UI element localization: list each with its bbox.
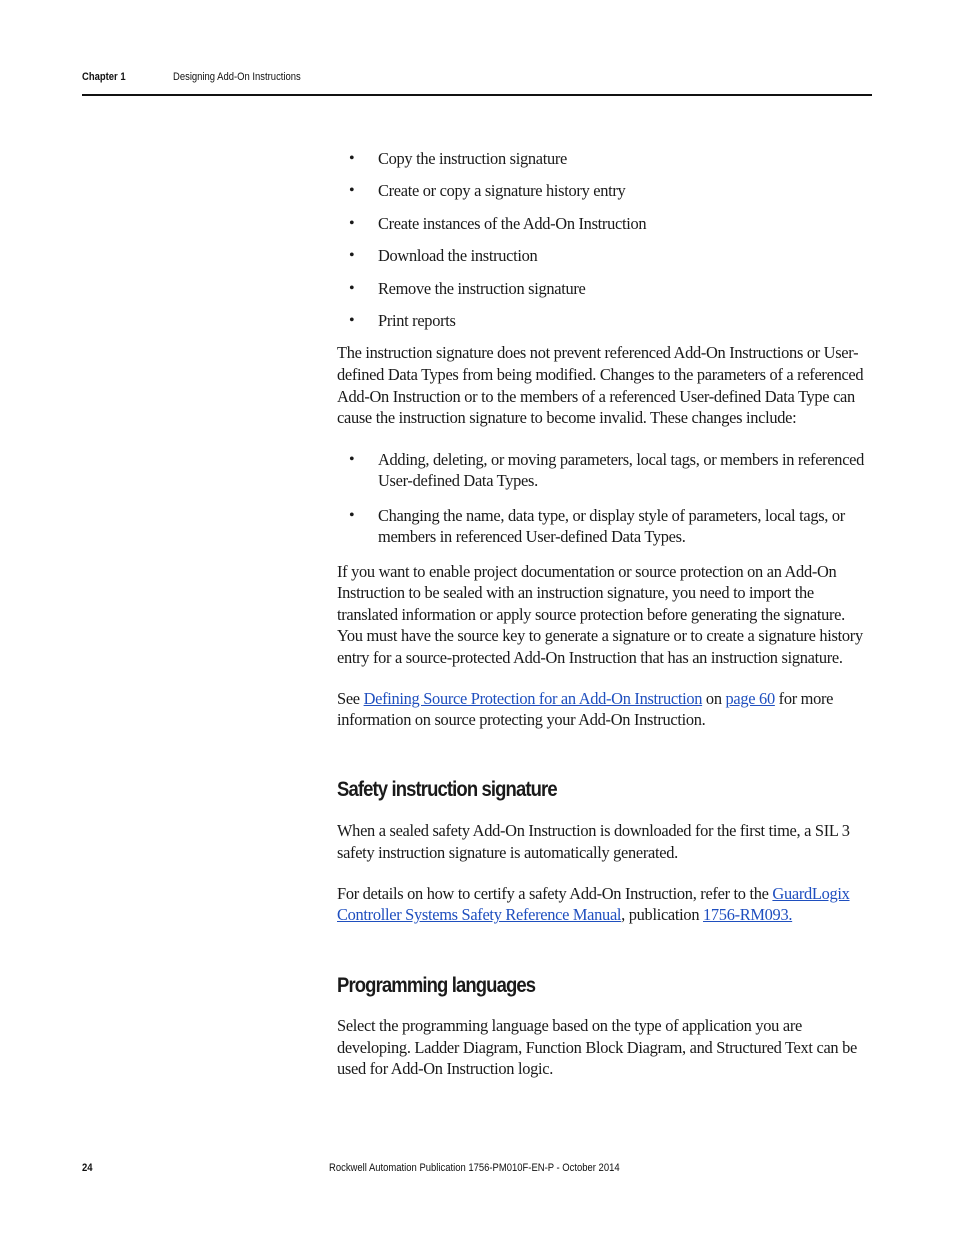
section-heading-safety: Safety instruction signature [337, 777, 557, 801]
list-item: • Remove the instruction signature [337, 278, 872, 300]
paragraph: Select the programming language based on the type of application you are developing. Ladder Diagram, Function Block Diagram, and Structured Text can be used for Add-On Instruction logic. [337, 1016, 857, 1079]
list-item: • Changing the name, data type, or display style of parameters, local tags, or members in referenced User-defined Data Types. [337, 505, 872, 548]
section-heading-programming-languages: Programming languages [337, 974, 536, 998]
list-item: • Create or copy a signature history entry [337, 180, 872, 202]
text-on: on [702, 688, 726, 708]
changes-list [337, 449, 872, 548]
paragraph: When a sealed safety Add-On Instruction is downloaded for the first time, a SIL 3 safety instruction signature is automatically generated. [337, 820, 850, 863]
header-divider [82, 94, 872, 96]
page-body [337, 148, 872, 1080]
signature-actions-list [337, 148, 872, 332]
chapter-label: Chapter 1 [82, 71, 126, 83]
list-item: • Download the instruction [337, 245, 872, 267]
chapter-title: Designing Add-On Instructions [173, 71, 301, 83]
page-number: 24 [82, 1162, 93, 1174]
paragraph [337, 883, 872, 926]
paragraph [337, 688, 872, 731]
list-item: • Print reports [337, 310, 872, 332]
link-page-60[interactable]: page 60 [725, 688, 775, 708]
text: For details on how to certify a safety Add-On Instruction, refer to the [337, 883, 773, 903]
paragraph: If you want to enable project documentation or source protection on an Add-On Instruction to be sealed with an instruction signature, you need to import the translated information or apply source protection before generating the signature. You must have the source key to generate a signature or to create a signature history entry for a source-protected Add-On Instruction that has an instruction signature. [337, 561, 863, 668]
list-item: • Copy the instruction signature [337, 148, 872, 170]
publication-info: Rockwell Automation Publication 1756-PM010F-EN-P - October 2014 [329, 1162, 620, 1174]
link-defining-source-protection[interactable]: Defining Source Protection for an Add-On Instruction [363, 688, 703, 708]
paragraph: The instruction signature does not prevent referenced Add-On Instructions or User-defined Data Types from being modified. Changes to the parameters of a referenced Add-On Instruction or to the members of a referenced User-defined Data Type can cause the instruction signature to become invalid. These changes include: [337, 343, 864, 428]
link-guardlogix-manual[interactable]: GuardLogix Controller Systems Safety Reference Manual [337, 883, 850, 925]
link-1756-rm093[interactable]: 1756-RM093. [703, 905, 793, 925]
text-rest: for more information on source protecting your Add-On Instruction. [337, 688, 834, 730]
text: , publication [621, 905, 704, 925]
text-see: See [337, 688, 364, 708]
list-item: • Create instances of the Add-On Instruction [337, 213, 872, 235]
list-item: • Adding, deleting, or moving parameters, local tags, or members in referenced User-defined Data Types. [337, 449, 872, 492]
